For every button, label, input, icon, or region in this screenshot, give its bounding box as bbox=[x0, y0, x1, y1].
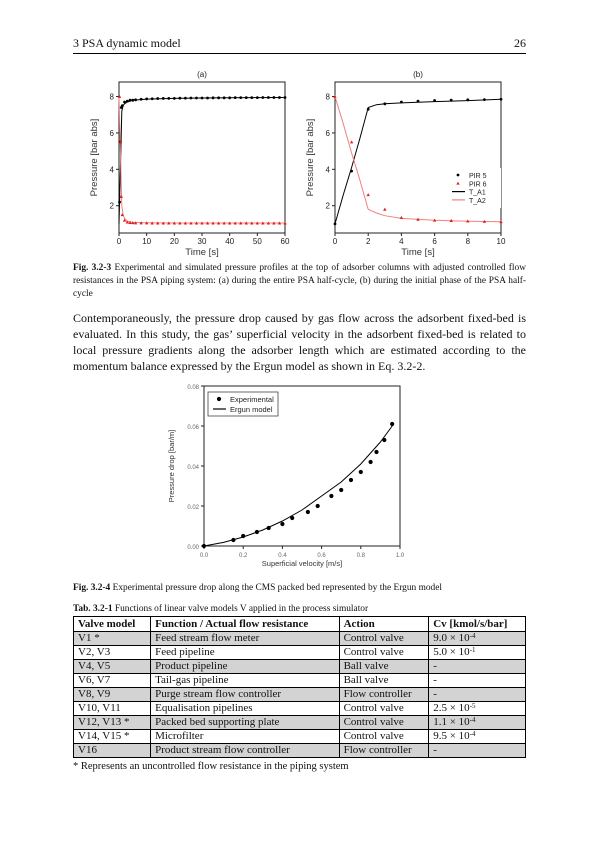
data-point bbox=[184, 97, 187, 100]
data-point bbox=[334, 223, 337, 226]
data-point bbox=[223, 96, 226, 99]
page-number: 26 bbox=[514, 36, 526, 50]
data-point bbox=[350, 140, 353, 143]
plot-frame bbox=[335, 82, 501, 233]
valve-cell: V16 bbox=[74, 744, 151, 758]
legend-marker bbox=[217, 397, 221, 401]
y-tick-label: 6 bbox=[109, 128, 114, 138]
data-point bbox=[201, 97, 204, 100]
action-cell: Flow controller bbox=[339, 744, 429, 758]
legend-label: Ergun model bbox=[230, 405, 273, 414]
x-tick-label: 8 bbox=[465, 237, 471, 246]
data-point bbox=[256, 96, 259, 99]
table-footnote: * Represents an uncontrolled flow resistance in the piping system bbox=[73, 761, 349, 772]
series-line-t-a2 bbox=[119, 97, 285, 223]
y-axis-label: Pressure [bar abs] bbox=[305, 118, 316, 197]
cv-cell bbox=[429, 660, 526, 674]
function-cell: Packed bed supporting plate bbox=[151, 716, 339, 730]
data-point bbox=[195, 97, 198, 100]
action-cell: Ball valve bbox=[339, 674, 429, 688]
data-point bbox=[145, 98, 148, 101]
data-point bbox=[450, 99, 453, 102]
col-valve-model: Valve model bbox=[74, 617, 151, 632]
x-tick-label: 0.2 bbox=[239, 553, 248, 559]
cv-exponent: -5 bbox=[469, 702, 476, 710]
legend-label: T_A2 bbox=[469, 197, 486, 205]
valve-cell: V6, V7 bbox=[74, 674, 151, 688]
data-point bbox=[400, 101, 403, 104]
panel-label: (b) bbox=[413, 70, 423, 79]
valve-cell: V14, V15 * bbox=[74, 730, 151, 744]
data-point bbox=[433, 99, 436, 102]
data-point bbox=[267, 96, 270, 99]
figure-3-2-4-caption bbox=[73, 582, 526, 595]
chapter-title: 3 PSA dynamic model bbox=[73, 36, 181, 50]
table-row bbox=[74, 646, 526, 660]
data-point bbox=[151, 97, 154, 100]
table-row bbox=[74, 730, 526, 744]
x-tick-label: 0.6 bbox=[317, 553, 326, 559]
valve-cell: V4, V5 bbox=[74, 660, 151, 674]
action-cell: Control valve bbox=[339, 730, 429, 744]
data-point bbox=[466, 98, 469, 101]
function-cell: Feed pipeline bbox=[151, 646, 339, 660]
data-point bbox=[121, 104, 124, 107]
function-cell: Product stream flow controller bbox=[151, 744, 339, 758]
data-point bbox=[417, 100, 420, 103]
data-point bbox=[190, 97, 193, 100]
legend-label: T_A1 bbox=[469, 189, 486, 197]
panel-label: (a) bbox=[197, 70, 207, 79]
data-point bbox=[202, 544, 206, 548]
cv-base: - bbox=[433, 744, 437, 756]
valve-cell: V8, V9 bbox=[74, 688, 151, 702]
plot-frame bbox=[119, 82, 285, 233]
series-line-t-a1 bbox=[119, 98, 285, 224]
function-cell: Feed stream flow meter bbox=[151, 632, 339, 646]
action-cell: Ball valve bbox=[339, 660, 429, 674]
cv-base: - bbox=[433, 660, 437, 672]
function-cell: Purge stream flow controller bbox=[151, 688, 339, 702]
x-tick-label: 30 bbox=[197, 237, 207, 246]
cv-cell bbox=[429, 674, 526, 688]
data-point bbox=[359, 470, 363, 474]
caption-label: Fig. 3.2-3 bbox=[73, 263, 112, 273]
cv-base: 9.5 × 10 bbox=[433, 730, 470, 742]
x-tick-label: 0.4 bbox=[278, 553, 287, 559]
valve-table bbox=[73, 616, 526, 758]
cv-cell bbox=[429, 730, 526, 744]
data-point bbox=[217, 96, 220, 99]
y-tick-label: 0.00 bbox=[187, 545, 199, 551]
data-point bbox=[349, 478, 353, 482]
valve-cell: V12, V13 * bbox=[74, 716, 151, 730]
table-row bbox=[74, 702, 526, 716]
cv-base: - bbox=[433, 674, 437, 686]
x-tick-label: 1.0 bbox=[395, 553, 405, 559]
data-point bbox=[278, 96, 281, 99]
y-axis-label: Pressure [bar abs] bbox=[89, 118, 100, 197]
table-row bbox=[74, 744, 526, 758]
header-rule bbox=[73, 53, 526, 54]
action-cell: Control valve bbox=[339, 646, 429, 660]
x-tick-label: 0.0 bbox=[199, 553, 209, 559]
legend-label: PIR 6 bbox=[469, 181, 487, 189]
data-point bbox=[250, 96, 253, 99]
y-tick-label: 2 bbox=[109, 201, 114, 211]
x-tick-label: 4 bbox=[399, 237, 404, 246]
cv-exponent: -4 bbox=[469, 632, 476, 640]
table-caption-label: Tab. 3.2-1 bbox=[73, 604, 113, 614]
figure-3-2-4-chart bbox=[160, 378, 420, 578]
legend-label: PIR 5 bbox=[469, 173, 487, 180]
data-point bbox=[231, 538, 235, 542]
table-header-row bbox=[74, 617, 526, 632]
cv-base: 5.0 × 10 bbox=[433, 646, 470, 658]
x-tick-label: 10 bbox=[142, 237, 152, 246]
data-point bbox=[383, 102, 386, 105]
x-tick-label: 6 bbox=[432, 237, 437, 246]
action-cell: Control valve bbox=[339, 632, 429, 646]
cv-cell bbox=[429, 744, 526, 758]
cv-base: 9.0 × 10 bbox=[433, 632, 470, 644]
data-point bbox=[228, 96, 231, 99]
data-point bbox=[483, 98, 486, 101]
data-point bbox=[167, 97, 170, 100]
data-point bbox=[123, 101, 126, 104]
function-cell: Equalisation pipelines bbox=[151, 702, 339, 716]
legend-marker bbox=[457, 174, 460, 177]
cv-exponent: -4 bbox=[469, 730, 476, 738]
figure-3-2-3-caption bbox=[73, 262, 526, 301]
cv-cell bbox=[429, 716, 526, 730]
cv-cell bbox=[429, 646, 526, 660]
data-point bbox=[367, 193, 370, 196]
col-action: Action bbox=[339, 617, 429, 632]
data-point bbox=[367, 108, 370, 111]
table-row bbox=[74, 716, 526, 730]
caption-text: Experimental and simulated pressure profiles at the top of adsorber columns with adjusted controlled flow resistances in the PSA piping system: (a) during the entire PSA half-cycle, (b) during the initial phase of the PSA half-cycle bbox=[73, 263, 526, 299]
x-tick-label: 60 bbox=[280, 237, 290, 246]
col-cv: Cv [kmol/s/bar] bbox=[429, 617, 526, 632]
figure-3-2-3a-chart bbox=[85, 68, 295, 260]
data-point bbox=[173, 97, 176, 100]
action-cell: Control valve bbox=[339, 716, 429, 730]
cv-cell bbox=[429, 702, 526, 716]
data-point bbox=[234, 96, 237, 99]
y-tick-label: 8 bbox=[109, 92, 114, 102]
data-point bbox=[129, 99, 132, 102]
x-tick-label: 20 bbox=[169, 237, 179, 246]
table-row bbox=[74, 660, 526, 674]
valve-cell: V1 * bbox=[74, 632, 151, 646]
caption-text: Experimental pressure drop along the CMS packed bed represented by the Ergun model bbox=[110, 583, 443, 593]
y-tick-label: 0.02 bbox=[187, 505, 199, 511]
data-point bbox=[267, 526, 271, 530]
data-point bbox=[134, 98, 137, 101]
data-point bbox=[400, 216, 403, 219]
x-tick-label: 0 bbox=[116, 237, 122, 246]
data-point bbox=[369, 460, 373, 464]
data-point bbox=[140, 98, 143, 101]
function-cell: Tail-gas pipeline bbox=[151, 674, 339, 688]
x-tick-label: 0 bbox=[332, 237, 338, 246]
cv-cell bbox=[429, 632, 526, 646]
series-line-ergun-model bbox=[204, 426, 392, 546]
cv-base: - bbox=[433, 688, 437, 700]
data-point bbox=[383, 208, 386, 211]
y-tick-label: 6 bbox=[325, 128, 330, 138]
data-point bbox=[350, 170, 353, 173]
y-tick-label: 2 bbox=[325, 201, 330, 211]
data-point bbox=[206, 97, 209, 100]
data-point bbox=[162, 97, 165, 100]
x-tick-label: 40 bbox=[225, 237, 235, 246]
x-tick-label: 50 bbox=[252, 237, 262, 246]
caption-label: Fig. 3.2-4 bbox=[73, 583, 111, 593]
table-caption-text: Functions of linear valve models V applied in the process simulator bbox=[112, 604, 369, 614]
cv-exponent: -4 bbox=[469, 716, 476, 724]
data-point bbox=[156, 97, 159, 100]
y-tick-label: 0.08 bbox=[187, 385, 199, 391]
data-point bbox=[245, 96, 248, 99]
data-point bbox=[390, 422, 394, 426]
figure-3-2-3b-chart bbox=[303, 68, 513, 260]
cv-cell bbox=[429, 688, 526, 702]
y-tick-label: 4 bbox=[109, 165, 114, 175]
table-caption bbox=[73, 603, 526, 616]
x-axis-label: Superficial velocity [m/s] bbox=[261, 559, 343, 568]
x-tick-label: 2 bbox=[365, 237, 371, 246]
data-point bbox=[178, 97, 181, 100]
col-function: Function / Actual flow resistance bbox=[151, 617, 339, 632]
y-tick-label: 8 bbox=[325, 92, 330, 102]
data-point bbox=[118, 201, 121, 204]
action-cell: Flow controller bbox=[339, 688, 429, 702]
data-point bbox=[329, 494, 333, 498]
legend-label: Experimental bbox=[230, 395, 274, 404]
data-point bbox=[239, 96, 242, 99]
data-point bbox=[500, 98, 503, 101]
cv-base: 1.1 × 10 bbox=[433, 716, 470, 728]
data-point bbox=[255, 530, 259, 534]
y-axis-label: Pressure drop [bar/m] bbox=[167, 429, 176, 503]
data-point bbox=[290, 516, 294, 520]
x-axis-label: Time [s] bbox=[401, 247, 435, 258]
data-point bbox=[284, 96, 287, 99]
y-tick-label: 0.06 bbox=[187, 425, 199, 431]
data-point bbox=[126, 100, 129, 103]
y-tick-label: 0.04 bbox=[187, 465, 199, 471]
data-point bbox=[212, 96, 215, 99]
cv-exponent: -1 bbox=[469, 646, 476, 654]
data-point bbox=[382, 438, 386, 442]
data-point bbox=[273, 96, 276, 99]
x-axis-label: Time [s] bbox=[185, 247, 219, 258]
x-tick-label: 0.8 bbox=[356, 553, 365, 559]
data-point bbox=[241, 534, 245, 538]
y-tick-label: 4 bbox=[325, 165, 330, 175]
data-point bbox=[131, 99, 134, 102]
x-tick-label: 10 bbox=[496, 237, 506, 246]
data-point bbox=[339, 488, 343, 492]
body-paragraph: Contemporaneously, the pressure drop caused by gas flow across the adsorbent fixed-bed is evaluated. In this study, the gas’ superficial velocity in the adsorbent fixed-bed is related to local pressure gradients along the adsorber length which are estimated according to the momentum balance expressed by the Ergun model as shown in Eq. 3.2-2. bbox=[73, 311, 526, 373]
action-cell: Control valve bbox=[339, 702, 429, 716]
data-point bbox=[261, 96, 264, 99]
valve-cell: V10, V11 bbox=[74, 702, 151, 716]
function-cell: Product pipeline bbox=[151, 660, 339, 674]
table-row bbox=[74, 674, 526, 688]
data-point bbox=[316, 504, 320, 508]
table-row bbox=[74, 688, 526, 702]
function-cell: Microfilter bbox=[151, 730, 339, 744]
data-point bbox=[280, 522, 284, 526]
cv-base: 2.5 × 10 bbox=[433, 702, 470, 714]
data-point bbox=[306, 510, 310, 514]
data-point bbox=[374, 450, 378, 454]
table-row bbox=[74, 632, 526, 646]
valve-cell: V2, V3 bbox=[74, 646, 151, 660]
